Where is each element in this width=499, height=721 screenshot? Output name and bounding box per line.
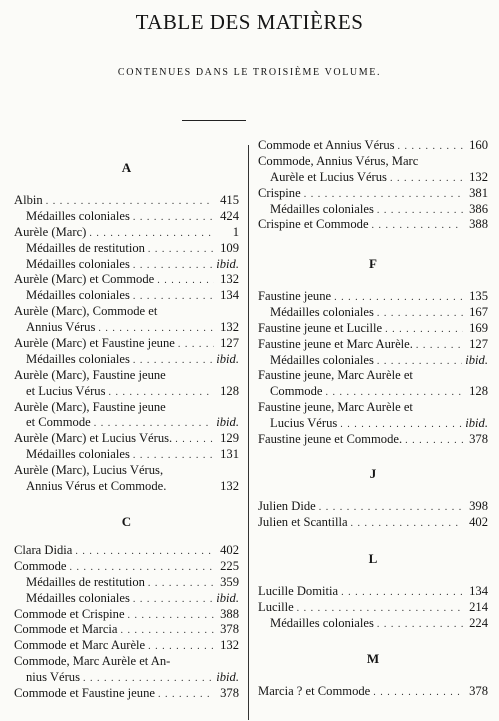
leader-dots xyxy=(121,623,214,639)
entry-label: Médailles coloniales xyxy=(26,351,130,366)
leader-dots xyxy=(83,671,213,687)
entry-page: 388 xyxy=(220,606,239,621)
index-entry xyxy=(14,415,239,431)
entry-label: Médailles coloniales xyxy=(26,256,130,271)
leader-dots xyxy=(69,560,214,576)
entry-page: 225 xyxy=(220,558,239,573)
leader-dots xyxy=(75,544,214,560)
index-entry xyxy=(14,670,239,686)
leader-dots xyxy=(175,432,214,448)
index-entry xyxy=(14,209,239,225)
index-entry xyxy=(258,499,488,515)
index-entry xyxy=(258,432,488,448)
entry-block xyxy=(14,193,239,495)
entry-label: Faustine jeune et Commode. xyxy=(258,432,403,447)
leader-dots xyxy=(133,448,214,464)
entry-label: Commode et Marc Aurèle xyxy=(14,638,146,653)
entry-label: Faustine jeune et Lucille xyxy=(258,320,383,335)
entry-label: Médailles coloniales xyxy=(26,590,130,605)
entry-page: 224 xyxy=(469,615,488,630)
leader-dots xyxy=(341,585,463,601)
entry-label: Commode, Marc Aurèle et An- xyxy=(14,654,171,669)
leader-dots xyxy=(377,306,463,322)
leader-dots xyxy=(304,187,463,203)
leader-dots xyxy=(377,203,463,219)
leader-dots xyxy=(128,608,214,624)
entry-label: et Commode xyxy=(26,415,91,430)
entry-page: ibid. xyxy=(216,351,239,366)
entry-page: 378 xyxy=(469,432,488,447)
entry-page: 214 xyxy=(469,599,488,614)
entry-label: Aurèle (Marc), Lucius Vérus, xyxy=(14,463,164,478)
entry-label: Médailles de restitution xyxy=(26,574,145,589)
entry-label: Aurèle (Marc) et Commode xyxy=(14,272,155,287)
leader-dots xyxy=(133,258,213,274)
leader-dots xyxy=(319,500,463,516)
index-entry xyxy=(258,684,488,700)
entry-page: 388 xyxy=(469,217,488,232)
entry-label: Aurèle (Marc) et Faustine jeune xyxy=(14,336,175,351)
entry-page: ibid. xyxy=(465,416,488,431)
leader-dots xyxy=(133,210,214,226)
leader-dots xyxy=(398,139,463,155)
leader-dots xyxy=(148,242,214,258)
entry-page: ibid. xyxy=(216,256,239,271)
leader-dots xyxy=(325,385,463,401)
index-entry xyxy=(14,622,239,638)
leader-dots xyxy=(405,433,463,449)
entry-page: 402 xyxy=(469,514,488,529)
entry-page: 132 xyxy=(220,272,239,287)
leader-dots xyxy=(158,687,214,703)
index-entry xyxy=(258,384,488,400)
entry-label: Clara Didia xyxy=(14,543,73,557)
index-entry xyxy=(14,654,239,670)
entry-page: 167 xyxy=(469,304,488,319)
index-entry xyxy=(14,272,239,288)
index-entry xyxy=(258,289,488,305)
entry-label: Julien Dide xyxy=(258,499,316,513)
leader-dots xyxy=(148,576,214,592)
entry-page: 378 xyxy=(220,622,239,637)
entry-page: 128 xyxy=(469,384,488,399)
leader-dots xyxy=(385,322,463,338)
entry-block xyxy=(14,543,239,702)
entry-label: et Lucius Vérus xyxy=(26,383,106,398)
leader-dots xyxy=(377,354,462,370)
leader-dots xyxy=(334,290,463,306)
index-entry xyxy=(14,225,239,241)
index-entry xyxy=(258,353,488,369)
entry-label: Aurèle et Lucius Vérus xyxy=(270,169,387,184)
leader-dots xyxy=(133,353,213,369)
section-letter: F xyxy=(369,256,377,271)
leader-dots xyxy=(416,338,463,354)
entry-label: Aurèle (Marc), Faustine jeune xyxy=(14,367,166,382)
entry-label: Médailles coloniales xyxy=(270,352,374,367)
section-letter: A xyxy=(121,160,132,175)
index-entry xyxy=(14,352,239,368)
index-entry xyxy=(14,543,239,559)
entry-label: Médailles coloniales xyxy=(270,201,374,216)
entry-label: Commode et Crispine xyxy=(14,606,125,621)
entry-page: 402 xyxy=(220,543,239,557)
entry-page: 134 xyxy=(469,584,488,598)
index-entry xyxy=(14,686,239,702)
index-entry xyxy=(14,575,239,591)
title-rule xyxy=(182,120,246,121)
entry-label: Médailles coloniales xyxy=(26,208,130,223)
section-letter: M xyxy=(366,651,380,666)
leader-dots xyxy=(373,685,463,701)
entry-label: Faustine jeune, Marc Aurèle et xyxy=(258,368,413,383)
leader-dots xyxy=(340,417,462,433)
leader-dots xyxy=(109,385,214,401)
index-entry xyxy=(14,304,239,320)
entry-label: Médailles coloniales xyxy=(270,304,374,319)
section-letter: L xyxy=(368,551,378,566)
index-entry xyxy=(14,193,239,209)
entry-page: 1 xyxy=(232,224,239,239)
entry-page: 128 xyxy=(220,383,239,398)
entry-page: 132 xyxy=(220,638,239,653)
index-entry xyxy=(14,559,239,575)
entry-page: 378 xyxy=(220,686,239,701)
leader-dots xyxy=(98,321,214,337)
entry-label: Aurèle (Marc), Faustine jeune xyxy=(14,399,166,414)
index-entry xyxy=(258,368,488,384)
index-entry xyxy=(14,463,239,479)
entry-label: Lucille Domitia xyxy=(258,584,339,598)
entry-page: ibid. xyxy=(216,590,239,605)
entry-page: 134 xyxy=(220,288,239,303)
entry-label: nius Vérus xyxy=(26,670,80,685)
section-letter: C xyxy=(121,514,132,529)
entry-label: Commode xyxy=(14,558,67,573)
entry-page: 160 xyxy=(469,138,488,152)
entry-block xyxy=(258,499,488,531)
entry-page: 132 xyxy=(469,169,488,184)
index-entry xyxy=(258,305,488,321)
entry-page: 169 xyxy=(469,320,488,335)
index-entry xyxy=(258,138,488,154)
index-entry xyxy=(258,616,488,632)
leader-dots xyxy=(351,516,463,532)
leader-dots xyxy=(133,289,214,305)
section-letter: J xyxy=(369,466,377,481)
entry-page: 359 xyxy=(220,574,239,589)
index-entry xyxy=(258,584,488,600)
entry-page: 135 xyxy=(469,289,488,303)
index-entry xyxy=(258,202,488,218)
entry-page: 386 xyxy=(469,201,488,216)
entry-label: Marcia ? et Commode xyxy=(258,684,371,698)
index-entry xyxy=(258,321,488,337)
entry-page: 109 xyxy=(220,240,239,255)
leader-dots xyxy=(297,601,463,617)
entry-label: Aurèle (Marc) et Lucius Vérus. xyxy=(14,431,173,446)
entry-label: Médailles coloniales xyxy=(26,288,130,303)
entry-page: 127 xyxy=(220,336,239,351)
entry-page: 131 xyxy=(220,447,239,462)
page-title: TABLE DES MATIÈRES xyxy=(135,10,364,34)
entry-page: 398 xyxy=(469,499,488,513)
index-entry xyxy=(14,431,239,447)
entry-label: Lucille xyxy=(258,599,294,614)
index-entry xyxy=(258,600,488,616)
index-entry xyxy=(258,154,488,170)
entry-label: Médailles coloniales xyxy=(270,615,374,630)
entry-page: 415 xyxy=(220,193,239,207)
index-entry xyxy=(14,607,239,623)
leader-dots xyxy=(377,617,463,633)
index-entry xyxy=(14,638,239,654)
entry-label: Commode et Annius Vérus xyxy=(258,138,395,152)
entry-page: 381 xyxy=(469,185,488,200)
entry-label: Annius Vérus et Commode. xyxy=(26,479,167,494)
page-subtitle: CONTENUES DANS LE TROISIÈME VOLUME. xyxy=(117,67,382,78)
index-entry xyxy=(258,515,488,531)
index-entry xyxy=(14,479,239,495)
index-entry xyxy=(258,217,488,233)
leader-dots xyxy=(372,218,463,234)
leader-dots xyxy=(178,337,214,353)
index-entry xyxy=(14,368,239,384)
entry-label: Commode xyxy=(270,384,323,399)
entry-block xyxy=(258,289,488,448)
entry-label: Commode et Faustine jeune xyxy=(14,686,155,701)
index-entry xyxy=(14,320,239,336)
index-entry xyxy=(258,337,488,353)
entry-page: 129 xyxy=(220,431,239,446)
entry-page: 132 xyxy=(220,320,239,335)
entry-block xyxy=(258,138,488,233)
entry-label: Aurèle (Marc) xyxy=(14,224,87,239)
entry-block xyxy=(258,684,488,700)
index-entry xyxy=(14,591,239,607)
index-entry xyxy=(14,288,239,304)
leader-dots xyxy=(94,416,214,432)
leader-dots xyxy=(133,592,213,608)
index-entry xyxy=(258,416,488,432)
leader-dots xyxy=(157,273,214,289)
entry-page: 132 xyxy=(220,479,239,494)
entry-page: ibid. xyxy=(216,670,239,685)
entry-label: Faustine jeune, Marc Aurèle et xyxy=(258,400,413,415)
entry-page: 424 xyxy=(220,208,239,223)
entry-label: Annius Vérus xyxy=(26,320,96,335)
entry-page: ibid. xyxy=(216,415,239,430)
leader-dots xyxy=(390,171,463,187)
leader-dots xyxy=(89,226,214,242)
index-entry xyxy=(258,186,488,202)
index-entry xyxy=(14,257,239,273)
entry-page: ibid. xyxy=(465,352,488,367)
column-divider xyxy=(248,145,249,720)
entry-label: Lucius Vérus xyxy=(270,416,338,431)
index-entry xyxy=(14,336,239,352)
index-entry xyxy=(14,400,239,416)
entry-label: Faustine jeune xyxy=(258,289,332,303)
entry-label: Crispine xyxy=(258,185,301,200)
entry-label: Faustine jeune et Marc Aurèle. xyxy=(258,336,413,351)
index-entry xyxy=(14,241,239,257)
index-entry xyxy=(258,400,488,416)
entry-label: Julien et Scantilla xyxy=(258,514,348,529)
entry-page: 127 xyxy=(469,336,488,351)
entry-label: Commode, Annius Vérus, Marc xyxy=(258,153,419,168)
index-entry xyxy=(14,447,239,463)
entry-label: Crispine et Commode xyxy=(258,217,369,232)
entry-page: 378 xyxy=(469,684,488,698)
index-entry xyxy=(14,384,239,400)
entry-label: Commode et Marcia xyxy=(14,622,118,637)
index-entry xyxy=(258,170,488,186)
entry-label: Aurèle (Marc), Commode et xyxy=(14,304,158,319)
leader-dots xyxy=(148,639,214,655)
entry-label: Albin xyxy=(14,193,43,207)
entry-label: Médailles coloniales xyxy=(26,447,130,462)
leader-dots xyxy=(46,194,214,210)
entry-label: Médailles de restitution xyxy=(26,240,145,255)
entry-block xyxy=(258,584,488,632)
